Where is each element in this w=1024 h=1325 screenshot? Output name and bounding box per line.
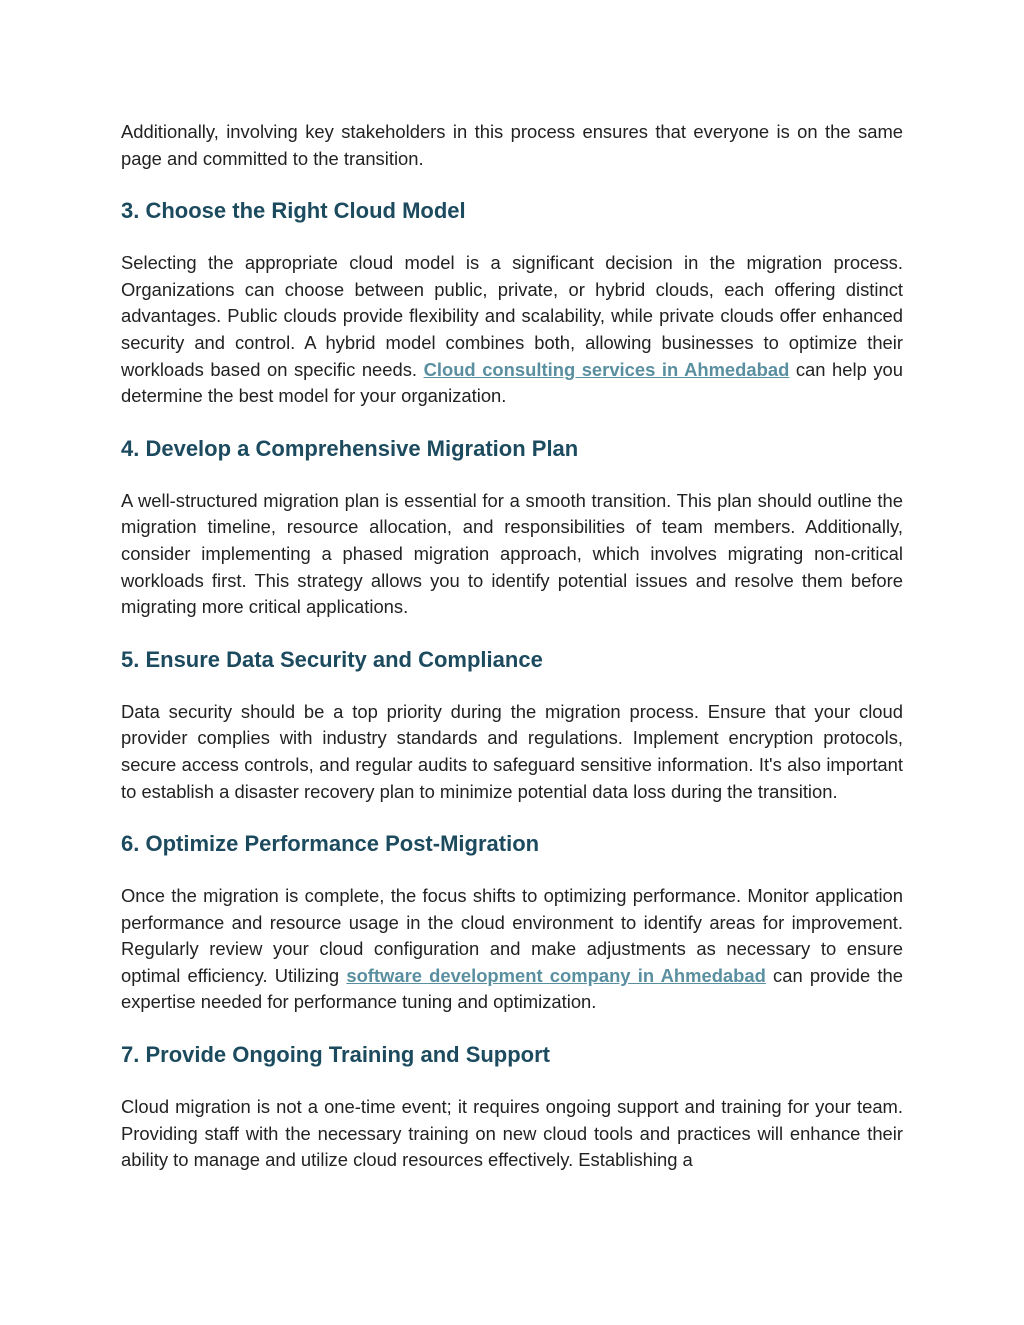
document-page (121, 119, 903, 1174)
section-paragraph-migration-plan: A well-structured migration plan is essential for a smooth transition. This plan should outline the migration timeline, resource allocation, and responsibilities of team members. Additionally, consider implementing a phased migration approach, which involves migrating non-critical workloads first. This strategy allows you to identify potential issues and resolve them before migrating more critical applications. (121, 489, 903, 618)
section-paragraph-training-support: Cloud migration is not a one-time event; it requires ongoing support and training for your team. Providing staff with the necessary training on new cloud tools and practices will enhance their ability to manage and utilize cloud resources effectively. Establishing a (121, 1096, 903, 1171)
software-development-link[interactable]: software development company in Ahmedabad (346, 964, 766, 986)
paragraph-text: can help you determine the best model for your organization. (121, 358, 904, 407)
section-paragraph-cloud-model (121, 250, 903, 410)
section-heading-optimize-performance: 6. Optimize Performance Post-Migration (121, 831, 540, 857)
paragraph-text: can provide the expertise needed for performance tuning and optimization. (121, 964, 903, 1013)
section-heading-training-support: 7. Provide Ongoing Training and Support (121, 1042, 551, 1068)
section-paragraph-optimize-performance (121, 883, 903, 1016)
section-paragraph-data-security: Data security should be a top priority during the migration process. Ensure that your cloud provider complies with industry standards and regulations. Implement encryption protocols, secure access controls, and regular audits to safeguard sensitive information. It's also important to establish a disaster recovery plan to minimize potential data loss during the transition. (121, 700, 903, 802)
paragraph-text: Once the migration is complete, the focus shifts to optimizing performance. Monitor application performance and resource usage in the cloud environment to identify areas for improvement. Regularly review your cloud configuration and make adjustments as necessary to ensure optimal efficiency. Utilizing (121, 885, 903, 986)
cloud-consulting-link[interactable]: Cloud consulting services in Ahmedabad (423, 358, 790, 380)
section-heading-cloud-model: 3. Choose the Right Cloud Model (121, 198, 466, 224)
section-heading-migration-plan: 4. Develop a Comprehensive Migration Plan (121, 435, 579, 461)
section-heading-data-security: 5. Ensure Data Security and Compliance (121, 646, 543, 672)
paragraph-text: Selecting the appropriate cloud model is a significant decision in the migration process. Organizations can choose between public, private, or hybrid clouds, each offering distinct advantages. Public clouds provide flexibility and scalability, while private clouds offer enhanced security and control. A hybrid model combines both, allowing businesses to optimize their workloads based on specific needs. (121, 252, 903, 380)
intro-paragraph: Additionally, involving key stakeholders in this process ensures that everyone is on the same page and committed to the transition. (121, 121, 903, 169)
